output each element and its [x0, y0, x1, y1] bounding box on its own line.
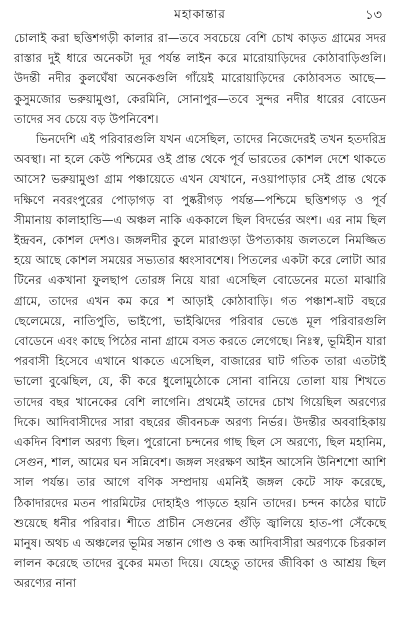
paragraph-2: ভিনদেশি এই পরিবারগুলি যখন এসেছিল, তাদের নিজেদেরই তখন হতদরিদ্র অবস্থা। না হলে কেউ পশ্চিমের ওই প্রান্ত থেকে পূর্ব ভারতের কোশল দেশে থাকতে আসে? ভরুয়ামুণ্ডা গ্রাম পঞ্চায়েতে এখন যেখানে, নওয়াপাড়ার সেই প্রান্ত থেকে দক্ষিণে নবরংপুরের পোড়াগড় বা পুষ্করীগড় পর্যন্ত—পশ্চিমে ছত্তিশগড় ও পূর্ব সীমানায় কালাহান্ডি—এ অঞ্চল নাকি এককালে ছিল বিদর্ভের অংশ। এর নাম ছিল ইন্দ্রবন, কোশল দেশও। জঙ্গলদীর কুলে মারাগুড়া উপত্যকায় জলতলে নিমজ্জিত হয়ে আছে কোশল সময়ের সভ্যতার ধ্বংসাবশেষ। পিতলের একটা করে লোটা আর টিনের একখানা ফুলছাপ তোরঙ্গ নিয়ে যারা এসেছিল বোডেনের মতো মাঝারি গ্রামে, তাদের এখন কম করে শ আড়াই কোঠাবাড়ি। গত পঞ্চাশ-ষাট বছরে ছেলেমেয়ে, নাতিপুতি, ভাইপো, ভাইঝিদের পরিবার ভেঙে মূল পরিবারগুলি বোডেনে এবং কাছে পিঠের নানা গ্রামে বসত করতে লেগেছে। নিঃস্ব, ভূমিহীন যারা পরবাসী হিসেবে এখানে থাকতে এসেছিল, বাজারের ঘাট গতিক তারা এতটাই ভালো বুঝেছিল, যে, কী করে ধুলোমুঠোকে সোনা বানিয়ে তোলা যায় শিখতে তাদের বছর খানেকের বেশি লাগেনি। প্রথমেই তাদের চোখ গিয়েছিল অরণ্যের দিকে। আদিবাসীদের সারা বছরের জীবনচক্র অরণ্য নির্ভর। উদন্তীর অববাহিকায় একদিন বিশাল অরণ্য ছিল। পুরোনো চন্দনের গাছ ছিল সে অরণ্যে, ছিল মহানিম, সেগুন, শাল, আমের ঘন সন্নিবেশ। জঙ্গল সংরক্ষণ আইন আসেনি উনিশশো আশি সাল পর্যন্ত। তার আগে বণিক সম্প্রদায় এমনিই জঙ্গল কেটে সাফ করেছে, ঠিকাদারদের মতন পারমিটের দোহাইও পাড়তে হয়নি তাদের। চন্দন কাঠের ঘাটে শুয়েছে ধনীর পরিবার। শীতে প্রাচীন সেগুনের গুঁড়ি জ্বালিয়ে হাত-পা সেঁকেছে মানুষ। অথচ এ অঞ্চলের ভূমির সন্তান গোণ্ড ও কন্ধ আদিবাসীরা অরণ্যকে চিরকাল লালন করেছে তাদের বুকের মমতা দিয়ে। যেহেতু তাদের জীবিকা ও আশ্রয় ছিল অরণ্যের নানা — [14, 132, 386, 591]
paragraph-1: চোলাই করা ছত্তিশগড়ী কালার রা—তবে সবচেয়ে বেশি চোখ কাড়ত গ্রামের সদর রাস্তার দুই ধারে অনেকটা দূর পর্যন্ত লাইন করে মারোয়াড়িদের কোঠাবাড়িগুলি। উদন্তী নদীর কুলঘেঁষা অনেকগুলি গাঁয়েই মারোয়াড়িদের কোঠাবসত আছে—কুসুমজোর ভরুয়ামুণ্ডা, কেরমিনি, সোনাপুর—তবে সুন্দর নদীর ধারের বোডেন তাদের সব চেয়ে বড় উপনিবেশ। — [14, 31, 386, 126]
body-text — [14, 28, 386, 594]
page-header — [14, 6, 386, 26]
page-number: ১৩ — [365, 8, 382, 23]
running-title: মহাকান্তার — [174, 7, 226, 21]
